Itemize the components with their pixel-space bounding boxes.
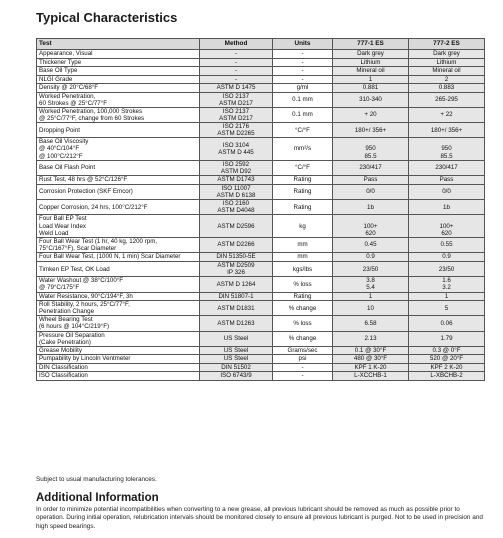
- cell-text: Four Ball Wear Test (1 hr, 40 kg, 1200 rpm, 75°C/167°F), Scar Diameter: [39, 237, 158, 252]
- cell-value-777-2-es: [409, 184, 485, 199]
- table-row: [37, 316, 485, 331]
- cell-text: 0.883: [438, 84, 455, 92]
- cell-units: [273, 123, 333, 138]
- additional-info-heading: Additional Information: [36, 492, 159, 504]
- cell-value-777-2-es: [409, 50, 485, 59]
- table-row: [37, 262, 485, 277]
- cell-text: 0.45: [364, 241, 377, 249]
- cell-text: Water Resistance, 90°C/194°F, 3h: [39, 292, 133, 300]
- cell-test: [37, 237, 200, 252]
- cell-value-777-1-es: [333, 67, 409, 76]
- table-row: [37, 372, 485, 381]
- cell-test: [37, 277, 200, 292]
- cell-text: 230/417: [359, 164, 382, 172]
- cell-test: [37, 316, 200, 331]
- cell-text: Roll Stability, 2 hours, 25°C/77°F, Penetration Change: [39, 301, 130, 316]
- cell-value-777-2-es: [409, 277, 485, 292]
- cell-text: NLGI Grade: [39, 75, 73, 83]
- cell-value-777-2-es: [409, 67, 485, 76]
- table-row: [37, 253, 485, 262]
- cell-units: [273, 316, 333, 331]
- table-row: [37, 67, 485, 76]
- cell-value-777-2-es: [409, 253, 485, 262]
- cell-test: [37, 301, 200, 316]
- cell-units: [273, 92, 333, 107]
- table-row: [37, 215, 485, 237]
- cell-test: [37, 58, 200, 67]
- cell-value-777-2-es: [409, 160, 485, 175]
- header-method: Method: [200, 39, 273, 50]
- cell-text: Lithium: [360, 58, 381, 66]
- cell-units: [273, 355, 333, 364]
- cell-units: [273, 215, 333, 237]
- cell-text: ISO 2137 ASTM D217: [219, 92, 253, 107]
- cell-text: -: [301, 363, 304, 371]
- cell-method: [200, 175, 273, 184]
- cell-text: ASTM D1743: [217, 176, 255, 184]
- cell-value-777-1-es: [333, 253, 409, 262]
- cell-text: Thickener Type: [39, 58, 82, 66]
- cell-test: [37, 123, 200, 138]
- cell-value-777-2-es: [409, 200, 485, 215]
- cell-text: DIN 51502: [221, 363, 251, 371]
- cell-text: Appearance, Visual: [39, 50, 93, 58]
- cell-test: [37, 200, 200, 215]
- cell-text: 0.9: [442, 253, 451, 261]
- cell-method: [200, 331, 273, 346]
- cell-text: 180+/ 356+: [430, 126, 463, 134]
- cell-text: mm²/s: [293, 145, 312, 153]
- table-row: [37, 92, 485, 107]
- cell-text: 0/0: [442, 188, 451, 196]
- cell-text: -: [234, 67, 238, 75]
- cell-text: Timken EP Test, OK Load: [39, 265, 110, 273]
- cell-text: DIN 51350-5E: [216, 253, 256, 261]
- cell-test: [37, 84, 200, 93]
- cell-method: [200, 75, 273, 84]
- cell-units: [273, 277, 333, 292]
- cell-units: [273, 237, 333, 252]
- cell-text: -: [301, 75, 304, 83]
- cell-text: US Steel: [223, 346, 249, 354]
- cell-test: [37, 175, 200, 184]
- cell-value-777-1-es: [333, 84, 409, 93]
- cell-units: [273, 301, 333, 316]
- cell-value-777-1-es: [333, 277, 409, 292]
- cell-text: DIN 51807-1: [218, 292, 254, 300]
- cell-value-777-2-es: [409, 107, 485, 122]
- cell-value-777-2-es: [409, 92, 485, 107]
- cell-text: Corrosion Protection (SKF Emcor): [39, 188, 133, 196]
- table-row: [37, 184, 485, 199]
- cell-text: ISO 2176 ASTM D2265: [217, 123, 255, 138]
- table-row: [37, 292, 485, 301]
- cell-text: Base Oil Viscosity @ 40°C/104°F @ 100°C/212°F: [39, 138, 89, 160]
- cell-text: Four Ball EP Test Load Wear Index Weld Load: [39, 215, 87, 237]
- cell-test: [37, 262, 200, 277]
- cell-text: 100+ 620: [363, 222, 378, 237]
- cell-test: [37, 253, 200, 262]
- cell-text: 0.1 @ 30°F: [354, 346, 387, 354]
- cell-text: + 20: [364, 111, 377, 119]
- cell-units: [273, 184, 333, 199]
- cell-text: 0/0: [366, 188, 375, 196]
- cell-text: ASTM D2266: [217, 241, 255, 249]
- cell-text: -: [301, 372, 304, 380]
- cell-method: [200, 50, 273, 59]
- table-row: [37, 363, 485, 372]
- cell-test: [37, 138, 200, 160]
- cell-test: [37, 160, 200, 175]
- cell-method: [200, 237, 273, 252]
- cell-text: Copper Corrosion, 24 hrs, 100°C/212°F: [39, 203, 148, 211]
- cell-text: ASTM D 1475: [216, 84, 256, 92]
- cell-value-777-2-es: [409, 363, 485, 372]
- cell-text: Pumpability by Lincoln Ventmeter: [39, 355, 131, 363]
- cell-method: [200, 67, 273, 76]
- cell-value-777-1-es: [333, 123, 409, 138]
- cell-units: [273, 75, 333, 84]
- cell-text: 6.58: [364, 319, 377, 327]
- cell-text: 1b: [367, 203, 374, 211]
- cell-value-777-1-es: [333, 160, 409, 175]
- cell-text: 0.9: [366, 253, 375, 261]
- table-row: [37, 75, 485, 84]
- cell-method: [200, 372, 273, 381]
- additional-info-text: In order to minimize potential incompatibilities when converting to a new grease, all previous lubricant should be removed as much as possible prior to operation. During initial operation, relubrication intervals should be monitored closely to ensure all previous lubricant is purged. Not to be used in precision and high speed bearings.: [36, 506, 483, 530]
- cell-text: 950 85.5: [440, 145, 453, 160]
- cell-value-777-2-es: [409, 58, 485, 67]
- cell-text: Mineral oil: [432, 67, 461, 75]
- cell-text: ISO Classification: [39, 372, 88, 380]
- page-title: Typical Characteristics: [36, 10, 178, 25]
- cell-text: 230/417: [435, 164, 458, 172]
- cell-text: Density @ 20°C/68°F: [39, 84, 99, 92]
- cell-text: ISO 2592 ASTM D92: [220, 160, 252, 175]
- cell-text: kg: [299, 222, 306, 230]
- cell-text: 0.1 mm: [292, 111, 313, 119]
- cell-text: KPF 2 K-20: [430, 363, 463, 371]
- cell-units: [273, 292, 333, 301]
- cell-value-777-2-es: [409, 346, 485, 355]
- cell-text: Water Washout @ 38°C/100°F @ 79°C/175°F: [39, 277, 124, 292]
- cell-text: ISO 2137 ASTM D217: [219, 107, 253, 122]
- cell-test: [37, 75, 200, 84]
- cell-units: [273, 50, 333, 59]
- cell-value-777-1-es: [333, 175, 409, 184]
- cell-text: Wheel Bearing Test (6 hours @ 104°C/219°F): [39, 316, 110, 331]
- cell-units: [273, 253, 333, 262]
- cell-text: % loss: [293, 319, 312, 327]
- table-row: [37, 160, 485, 175]
- cell-test: [37, 363, 200, 372]
- cell-method: [200, 84, 273, 93]
- cell-text: 23/50: [438, 265, 455, 273]
- cell-text: 1: [368, 292, 373, 300]
- cell-text: -: [301, 50, 304, 58]
- cell-value-777-1-es: [333, 50, 409, 59]
- cell-value-777-2-es: [409, 237, 485, 252]
- cell-value-777-1-es: [333, 107, 409, 122]
- cell-text: Rating: [293, 203, 312, 211]
- cell-units: [273, 67, 333, 76]
- cell-text: 2: [444, 75, 449, 83]
- cell-value-777-2-es: [409, 301, 485, 316]
- cell-value-777-1-es: [333, 346, 409, 355]
- cell-text: Pass: [363, 176, 378, 184]
- cell-value-777-1-es: [333, 75, 409, 84]
- cell-text: 0.3 @ 0°F: [432, 346, 461, 354]
- cell-units: [273, 107, 333, 122]
- cell-text: 10: [367, 304, 374, 312]
- table-row: [37, 107, 485, 122]
- cell-text: 0.1 mm: [292, 96, 313, 104]
- header-units: Units: [273, 39, 333, 50]
- cell-units: [273, 175, 333, 184]
- cell-method: [200, 138, 273, 160]
- cell-value-777-1-es: [333, 262, 409, 277]
- cell-method: [200, 107, 273, 122]
- cell-test: [37, 215, 200, 237]
- cell-text: Mineral oil: [356, 67, 385, 75]
- cell-text: °C/°F: [295, 126, 310, 134]
- cell-text: 950 85.5: [364, 145, 377, 160]
- cell-value-777-2-es: [409, 372, 485, 381]
- table-row: [37, 58, 485, 67]
- cell-text: Worked Penetration, 60 Strokes @ 25°C/77°F: [39, 92, 107, 107]
- cell-text: g/ml: [296, 84, 309, 92]
- cell-method: [200, 58, 273, 67]
- cell-text: DIN Classification: [39, 363, 88, 371]
- cell-value-777-1-es: [333, 215, 409, 237]
- cell-text: -: [234, 58, 238, 66]
- cell-units: [273, 363, 333, 372]
- cell-value-777-1-es: [333, 301, 409, 316]
- cell-text: ISO 6743/9: [220, 372, 252, 380]
- cell-method: [200, 355, 273, 364]
- cell-text: Rating: [293, 176, 312, 184]
- table-row: [37, 331, 485, 346]
- cell-value-777-2-es: [409, 355, 485, 364]
- table-header-row: [37, 39, 485, 50]
- cell-method: [200, 253, 273, 262]
- cell-text: 1.6 3.2: [442, 277, 451, 292]
- cell-text: Grams/sec: [287, 346, 318, 354]
- table-row: [37, 200, 485, 215]
- cell-value-777-1-es: [333, 331, 409, 346]
- cell-method: [200, 346, 273, 355]
- table-body: [37, 50, 485, 381]
- cell-value-777-1-es: [333, 184, 409, 199]
- cell-value-777-1-es: [333, 372, 409, 381]
- cell-text: Four Ball Wear Test, (1000 N, 1 min) Scar Diameter: [39, 253, 181, 261]
- cell-text: 100+ 620: [439, 222, 454, 237]
- cell-text: 0.55: [440, 241, 453, 249]
- cell-text: KPF 1 K-20: [354, 363, 387, 371]
- cell-text: Base Oil Type: [39, 67, 78, 75]
- cell-text: ISO 3104 ASTM D 445: [218, 141, 254, 156]
- cell-units: [273, 160, 333, 175]
- cell-text: ASTM D1263: [217, 319, 255, 327]
- table-row: [37, 123, 485, 138]
- cell-test: [37, 355, 200, 364]
- cell-text: ASTM D1831: [217, 304, 255, 312]
- cell-text: Pressure Oil Separation (Cake Penetration): [39, 331, 105, 346]
- cell-text: L-XCCHB-1: [354, 372, 387, 380]
- cell-units: [273, 262, 333, 277]
- cell-units: [273, 84, 333, 93]
- cell-text: L-XBCHB-2: [430, 372, 463, 380]
- cell-value-777-1-es: [333, 363, 409, 372]
- cell-text: kgs/lbs: [292, 265, 313, 273]
- cell-method: [200, 292, 273, 301]
- cell-text: 265-295: [435, 96, 458, 104]
- cell-method: [200, 200, 273, 215]
- characteristics-table: [36, 38, 485, 381]
- cell-value-777-2-es: [409, 316, 485, 331]
- table-row: [37, 84, 485, 93]
- cell-value-777-1-es: [333, 58, 409, 67]
- cell-text: mm: [297, 241, 308, 249]
- cell-text: Rating: [293, 292, 312, 300]
- cell-text: + 22: [440, 111, 453, 119]
- table-row: [37, 237, 485, 252]
- cell-text: Pass: [439, 176, 454, 184]
- cell-text: 0.06: [440, 319, 453, 327]
- cell-text: Grease Mobility: [39, 346, 82, 354]
- cell-text: % change: [288, 304, 317, 312]
- cell-text: 2.13: [364, 335, 377, 343]
- table-row: [37, 301, 485, 316]
- cell-test: [37, 331, 200, 346]
- cell-method: [200, 262, 273, 277]
- table-row: [37, 138, 485, 160]
- cell-value-777-2-es: [409, 84, 485, 93]
- cell-text: ISO 11007 ASTM D 6138: [216, 184, 256, 199]
- cell-test: [37, 50, 200, 59]
- cell-test: [37, 92, 200, 107]
- cell-text: Worked Penetration, 100,000 Strokes @ 25°C/77°F, change from 60 Strokes: [39, 107, 145, 122]
- cell-method: [200, 123, 273, 138]
- cell-text: 1.79: [440, 335, 453, 343]
- cell-text: 520 @ 20°F: [429, 355, 464, 363]
- cell-method: [200, 160, 273, 175]
- cell-text: 180+/ 356+: [354, 126, 387, 134]
- cell-text: ASTM D 1264: [216, 280, 256, 288]
- cell-text: Dropping Point: [39, 126, 80, 134]
- cell-value-777-2-es: [409, 215, 485, 237]
- table-row: [37, 346, 485, 355]
- cell-value-777-1-es: [333, 292, 409, 301]
- header-777-1-es: 777-1 ES: [333, 39, 409, 50]
- cell-text: US Steel: [223, 335, 249, 343]
- table-row: [37, 277, 485, 292]
- cell-value-777-2-es: [409, 262, 485, 277]
- cell-test: [37, 67, 200, 76]
- cell-test: [37, 292, 200, 301]
- cell-units: [273, 58, 333, 67]
- cell-value-777-2-es: [409, 138, 485, 160]
- cell-test: [37, 184, 200, 199]
- cell-text: ASTM D2509 IP 326: [217, 262, 255, 277]
- cell-value-777-1-es: [333, 355, 409, 364]
- cell-units: [273, 372, 333, 381]
- cell-text: -: [301, 58, 304, 66]
- cell-text: 5: [444, 304, 449, 312]
- cell-units: [273, 331, 333, 346]
- cell-text: 3.8 5.4: [366, 277, 375, 292]
- cell-text: 0.881: [362, 84, 379, 92]
- cell-value-777-2-es: [409, 75, 485, 84]
- cell-text: Dark grey: [433, 50, 460, 58]
- cell-value-777-1-es: [333, 237, 409, 252]
- cell-text: -: [234, 50, 238, 58]
- cell-test: [37, 107, 200, 122]
- cell-text: 1b: [443, 203, 450, 211]
- cell-text: ISO 2160 ASTM D4048: [217, 200, 255, 215]
- cell-value-777-1-es: [333, 200, 409, 215]
- cell-method: [200, 92, 273, 107]
- cell-units: [273, 346, 333, 355]
- cell-text: 1: [444, 292, 449, 300]
- cell-method: [200, 316, 273, 331]
- cell-method: [200, 363, 273, 372]
- cell-value-777-2-es: [409, 331, 485, 346]
- cell-text: 310-340: [359, 96, 382, 104]
- cell-text: Rating: [293, 188, 312, 196]
- cell-text: -: [301, 67, 304, 75]
- cell-value-777-2-es: [409, 175, 485, 184]
- header-777-2-es: 777-2 ES: [409, 39, 485, 50]
- cell-method: [200, 215, 273, 237]
- cell-value-777-1-es: [333, 138, 409, 160]
- cell-units: [273, 200, 333, 215]
- cell-method: [200, 301, 273, 316]
- cell-value-777-2-es: [409, 123, 485, 138]
- cell-text: Rust Test, 48 hrs @ 52°C/126°F: [39, 176, 128, 184]
- table-row: [37, 50, 485, 59]
- cell-text: 1: [368, 75, 373, 83]
- cell-text: Dark grey: [357, 50, 384, 58]
- cell-method: [200, 184, 273, 199]
- cell-value-777-1-es: [333, 92, 409, 107]
- cell-text: 23/50: [362, 265, 379, 273]
- cell-value-777-1-es: [333, 316, 409, 331]
- cell-test: [37, 346, 200, 355]
- cell-text: psi: [298, 355, 307, 363]
- cell-text: -: [234, 75, 238, 83]
- cell-text: ASTM D2596: [217, 222, 255, 230]
- cell-text: % loss: [293, 280, 312, 288]
- cell-text: 480 @ 30°F: [353, 355, 388, 363]
- table-row: [37, 355, 485, 364]
- cell-text: US Steel: [223, 355, 249, 363]
- cell-units: [273, 138, 333, 160]
- cell-value-777-2-es: [409, 292, 485, 301]
- tolerance-note: Subject to usual manufacturing tolerances.: [36, 476, 157, 483]
- table-row: [37, 175, 485, 184]
- header-test: Test: [37, 39, 200, 50]
- cell-text: °C/°F: [295, 164, 310, 172]
- cell-text: mm: [297, 253, 308, 261]
- cell-text: % change: [288, 335, 317, 343]
- cell-method: [200, 277, 273, 292]
- cell-text: Lithium: [436, 58, 457, 66]
- cell-test: [37, 372, 200, 381]
- cell-text: Base Oil Flash Point: [39, 164, 96, 172]
